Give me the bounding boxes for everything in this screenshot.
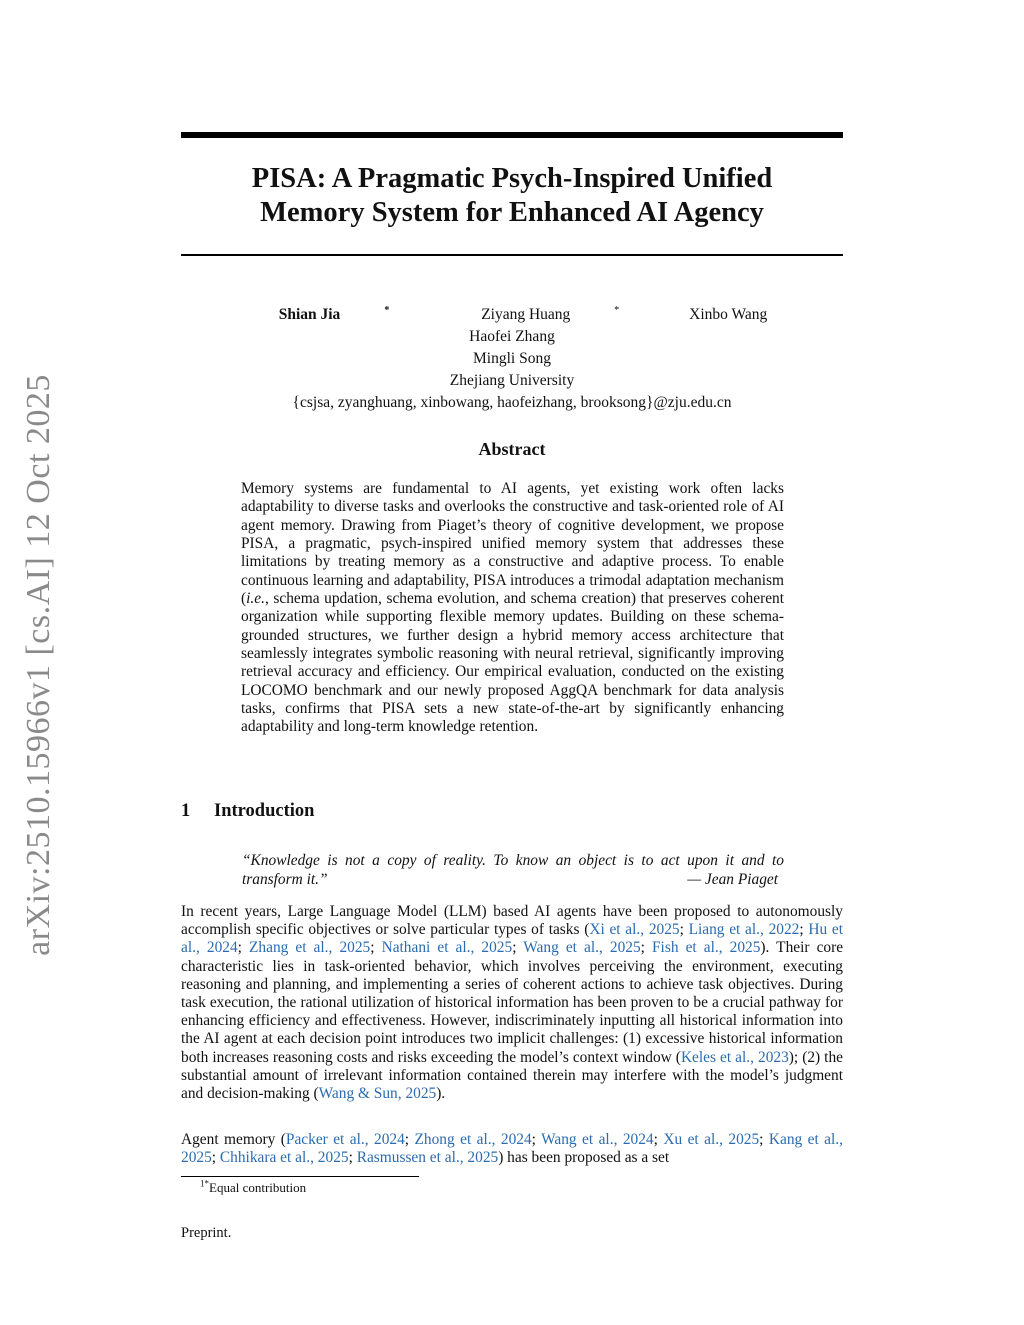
footnote: $^{1*}$Equal contribution <box>200 1178 307 1195</box>
citation-link[interactable]: Keles et al., 2023 <box>680 1048 789 1066</box>
intro-paragraph-1: In recent years, Large Language Model (LLM) based AI agents have been proposed to autonomously accomplish specific objectives or solve particular types of tasks (Xi et al., 2025; Liang et al., 2022; Hu et al., 2024; Zhang et al., 2025; Nathani et al., 2025; Wang et al., 2025; Fish et al., 2025). Their core characteristic lies in task-oriented behavior, which involves perceiving the environment, executing reasoning and planning, and implementing a series of coherent actions to achieve task objectives. During task execution, the rational utilization of historical information has been proven to be a crucial pathway for enhancing efficiency and effectiveness. However, indiscriminately inputting all historical information into the AI agent at each decision point introduces two implicit challenges: (1) excessive historical information both increases reasoning costs and risks exceeding the model’s context window (Keles et al., 2023); (2) the substantial amount of irrelevant information contained therein may interfere with the model’s judgment and decision-making (Wang & Sun, 2025). <box>181 903 844 1103</box>
affiliation: Zhejiang University <box>449 372 575 389</box>
section-number: 1 <box>181 801 191 821</box>
author-4: Haofei Zhang <box>469 328 555 345</box>
citation-link[interactable]: Zhang et al., 2025 <box>249 939 371 957</box>
author-block <box>181 304 843 414</box>
section-heading <box>181 801 314 822</box>
title-bottom-rule <box>181 254 843 256</box>
quote-attribution: — Jean Piaget <box>687 871 778 888</box>
citation-link[interactable]: Wang et al., 2024 <box>541 1131 654 1148</box>
citation-link[interactable]: Xi et al., 2025 <box>589 921 680 939</box>
arxiv-stamp-text: arXiv:2510.15966v1 [cs.AI] 12 Oct 2025 <box>20 374 57 956</box>
citation-link[interactable]: Xu et al., 2025 <box>663 1131 760 1148</box>
author-2: Ziyang Huang * <box>481 304 620 323</box>
citation-link[interactable]: Wang & Sun, 2025 <box>318 1085 437 1103</box>
abstract-heading: Abstract <box>478 439 546 459</box>
quote-text: “Knowledge is not a copy of reality. To know an object is to act upon it and to transform it.” <box>242 852 784 888</box>
citation-link[interactable]: Kang et al., 2025 <box>181 1131 843 1167</box>
footnote-rule <box>181 1176 419 1177</box>
citation-link[interactable]: Chhikara et al., 2025 <box>219 1149 349 1167</box>
citation-link[interactable]: Liang et al., 2022 <box>688 921 800 939</box>
author-row <box>181 304 843 348</box>
title-line-2: Memory System for Enhanced AI Agency <box>260 197 764 228</box>
citation-link[interactable]: Packer et al., 2024 <box>285 1131 405 1148</box>
citation-link[interactable]: Hu et al., 2024 <box>181 921 843 957</box>
epigraph-quote <box>242 851 784 889</box>
author-3: Xinbo Wang <box>689 306 768 323</box>
title-top-rule <box>181 132 843 138</box>
citation-link[interactable]: Zhong et al., 2024 <box>414 1131 532 1148</box>
author-5: Mingli Song <box>473 350 551 367</box>
citation-link[interactable]: Fish et al., 2025 <box>652 939 761 957</box>
citation-link[interactable]: Wang et al., 2025 <box>523 939 641 957</box>
citation-link[interactable]: Nathani et al., 2025 <box>381 939 513 957</box>
author-emails: {csjsa, zyanghuang, xinbowang, haofeizhang, brooksong}@zju.edu.cn <box>292 394 732 411</box>
abstract-body: Memory systems are fundamental to AI agents, yet existing work often lacks adaptability to diverse tasks and overlooks the constructive and task-oriented role of AI agent memory. Drawing from Piaget’s theory of cognitive development, we propose PISA, a pragmatic, psych-inspired unified memory system that addresses these limitations by treating memory as a constructive and adaptive process. To enable continuous learning and adaptability, PISA introduces a trimodal adaptation mechanism (i.e., schema updation, schema evolution, and schema creation) that preserves coherent organization while supporting flexible memory updates. Building on these schema-grounded structures, we further design a hybrid memory access architecture that seamlessly integrates symbolic reasoning with neural retrieval, significantly improving retrieval accuracy and efficiency. Our empirical evaluation, conducted on the existing LOCOMO benchmark and our newly proposed AggQA benchmark for data analysis tasks, confirms that PISA sets a new state-of-the-art by significantly enhancing adaptability and long-term knowledge retention. <box>241 480 784 736</box>
citation-link[interactable]: Rasmussen et al., 2025 <box>356 1149 499 1167</box>
intro-paragraph-2: Agent memory (Packer et al., 2024; Zhong et al., 2024; Wang et al., 2024; Xu et al., 2025; Kang et al., 2025; Chhikara et al., 2025; Rasmussen et al., 2025) has been proposed as a set <box>181 1131 843 1167</box>
paper-title <box>181 162 843 230</box>
preprint-label: Preprint. <box>181 1225 232 1241</box>
arxiv-stamp <box>13 376 65 954</box>
section-title: Introduction <box>214 801 315 821</box>
author-1: Shian Jia * <box>278 304 390 323</box>
title-line-1: PISA: A Pragmatic Psych-Inspired Unified <box>251 163 773 194</box>
